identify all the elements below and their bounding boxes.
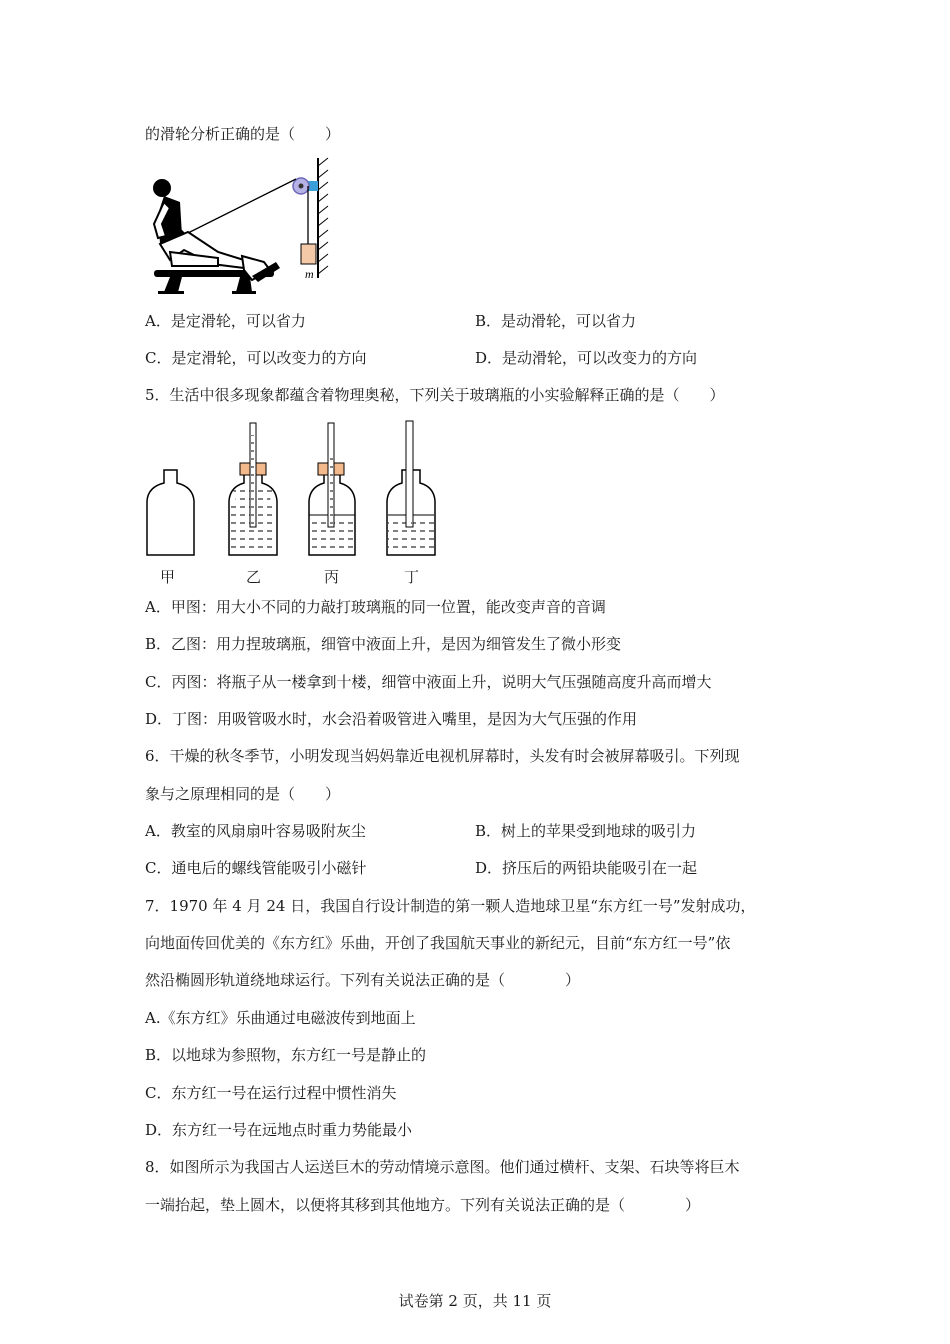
q6-option-b: B．树上的苹果受到地球的吸引力 (475, 822, 697, 840)
glass-bottles-figure (140, 415, 450, 565)
q5-option-c: C．丙图：将瓶子从一楼拿到十楼，细管中液面上升，说明大气压强随高度升高而增大 (145, 673, 712, 691)
rowing-machine-figure (148, 152, 338, 300)
bottle-label-yi: 乙 (246, 568, 262, 586)
q4-option-c: C．是定滑轮，可以改变力的方向 (145, 349, 367, 367)
q4-option-d: D．是动滑轮，可以改变力的方向 (475, 349, 698, 367)
q6-option-a: A．教室的风扇扇叶容易吸附灰尘 (145, 822, 366, 840)
q5-stem: 5．生活中很多现象都蕴含着物理奥秘，下列关于玻璃瓶的小实验解释正确的是（ ） (145, 386, 725, 404)
q7-stem-line2: 向地面传回优美的《东方红》乐曲，开创了我国航天事业的新纪元，目前“东方红一号”依 (145, 934, 731, 952)
bottle-label-jia: 甲 (160, 568, 176, 586)
mass-label: m (305, 267, 314, 281)
bottle-label-ding: 丁 (404, 568, 420, 586)
q8-stem-line2: 一端抬起，垫上圆木，以便将其移到其他地方。下列有关说法正确的是（ ） (145, 1196, 701, 1214)
q5-option-b: B．乙图：用力捏玻璃瓶，细管中液面上升，是因为细管发生了微小形变 (145, 635, 622, 653)
q7-option-c: C．东方红一号在运行过程中惯性消失 (145, 1084, 397, 1102)
q7-stem-line3: 然沿椭圆形轨道绕地球运行。下列有关说法正确的是（ ） (145, 971, 581, 989)
q6-option-d: D．挤压后的两铅块能吸引在一起 (475, 859, 698, 877)
q7-stem-line1: 7．1970 年 4 月 24 日，我国自行设计制造的第一颗人造地球卫星“东方红一号”发射成功， (145, 897, 756, 915)
q6-option-c: C．通电后的螺线管能吸引小磁针 (145, 859, 367, 877)
q5-option-d: D．丁图：用吸管吸水时，水会沿着吸管进入嘴里，是因为大气压强的作用 (145, 710, 638, 728)
q8-stem-line1: 8．如图所示为我国古人运送巨木的劳动情境示意图。他们通过横杆、支架、石块等将巨木 (145, 1158, 740, 1176)
q5-option-a: A．甲图：用大小不同的力敲打玻璃瓶的同一位置，能改变声音的音调 (145, 598, 606, 616)
q6-stem-line1: 6．干燥的秋冬季节，小明发现当妈妈靠近电视机屏幕时，头发有时会被屏幕吸引。下列现 (145, 747, 740, 765)
q7-option-d: D．东方红一号在远地点时重力势能最小 (145, 1121, 413, 1139)
bottle-label-bing: 丙 (324, 568, 340, 586)
page-footer: 试卷第 2 页，共 11 页 (398, 1292, 552, 1310)
q4-stem-tail: 的滑轮分析正确的是（ ） (145, 125, 341, 143)
q7-option-b: B．以地球为参照物，东方红一号是静止的 (145, 1046, 427, 1064)
q4-option-b: B．是动滑轮，可以省力 (475, 312, 637, 330)
q7-option-a: A.《东方红》乐曲通过电磁波传到地面上 (145, 1009, 416, 1027)
q4-option-a: A．是定滑轮，可以省力 (145, 312, 306, 330)
q6-stem-line2: 象与之原理相同的是（ ） (145, 785, 341, 803)
